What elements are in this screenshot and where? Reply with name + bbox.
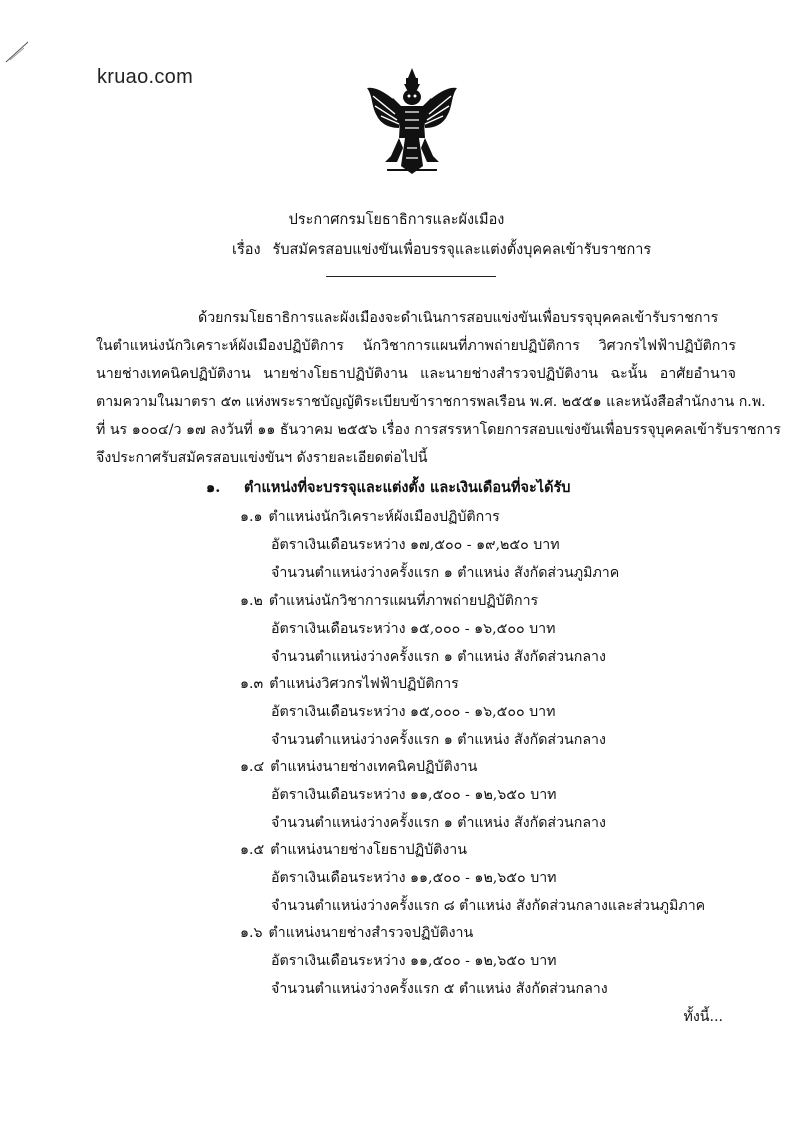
watermark-text: kruao.com (97, 66, 194, 88)
section-1-heading (206, 476, 570, 499)
position-number: ๑.๑ (240, 509, 263, 525)
position-name: ตำแหน่งวิศวกรไฟฟ้าปฏิบัติการ (269, 676, 459, 692)
position-title (240, 506, 500, 528)
section-number: ๑. (206, 479, 221, 496)
position-number: ๑.๒ (240, 593, 263, 609)
position-title (240, 839, 467, 861)
continuation-text: ทั้งนี้... (683, 1009, 723, 1025)
position-vacancy: จำนวนตำแหน่งว่างครั้งแรก ๑ ตำแหน่ง สังกัดส่วนกลาง (271, 815, 606, 831)
position-vacancy: จำนวนตำแหน่งว่างครั้งแรก ๑ ตำแหน่ง สังกัดส่วนกลาง (271, 732, 606, 748)
title-divider (326, 276, 496, 277)
position-number: ๑.๖ (240, 925, 263, 941)
intro-line: ในตำแหน่งนักวิเคราะห์ผังเมืองปฏิบัติการ นักวิชาการแผนที่ภาพถ่ายปฏิบัติการ วิศวกรไฟฟ้าปฏิบัติการ (96, 338, 736, 354)
position-vacancy: จำนวนตำแหน่งว่างครั้งแรก ๘ ตำแหน่ง สังกัดส่วนกลางและส่วนภูมิภาค (271, 898, 706, 914)
position-vacancy: จำนวนตำแหน่งว่างครั้งแรก ๕ ตำแหน่ง สังกัดส่วนกลาง (271, 981, 608, 997)
intro-paragraph (96, 304, 781, 472)
position-title (240, 922, 473, 944)
subject-label: เรื่อง (232, 242, 261, 258)
position-title (240, 590, 538, 612)
announcement-subject-line (232, 238, 651, 261)
position-salary: อัตราเงินเดือนระหว่าง ๑๗,๕๐๐ - ๑๙,๒๕๐ บาท (271, 537, 560, 553)
position-name: ตำแหน่งนายช่างสำรวจปฏิบัติงาน (268, 925, 474, 941)
position-name: ตำแหน่งนายช่างเทคนิคปฏิบัติงาน (270, 759, 478, 775)
garuda-emblem-icon (363, 66, 461, 178)
position-vacancy: จำนวนตำแหน่งว่างครั้งแรก ๑ ตำแหน่ง สังกัดส่วนภูมิภาค (271, 565, 620, 581)
position-number: ๑.๔ (240, 759, 265, 775)
intro-line: ตามความในมาตรา ๕๓ แห่งพระราชบัญญัติระเบียบข้าราชการพลเรือน พ.ศ. ๒๕๕๑ และหนังสือสำนักงาน ก.พ. (96, 394, 766, 410)
position-salary: อัตราเงินเดือนระหว่าง ๑๕,๐๐๐ - ๑๖,๕๐๐ บาท (271, 621, 556, 637)
intro-line: ที่ นร ๑๐๐๔/ว ๑๗ ลงวันที่ ๑๑ ธันวาคม ๒๕๕๖ เรื่อง การสรรหาโดยการสอบแข่งขันเพื่อบรรจุบุคคลเข้ารับราชการ (96, 422, 781, 438)
subject-text: รับสมัครสอบแข่งขันเพื่อบรรจุและแต่งตั้งบุคคลเข้ารับราชการ (272, 242, 652, 258)
announcement-title: ประกาศกรมโยธาธิการและผังเมือง (288, 212, 505, 228)
position-name: ตำแหน่งนักวิเคราะห์ผังเมืองปฏิบัติการ (268, 509, 500, 525)
intro-line: นายช่างเทคนิคปฏิบัติงาน นายช่างโยธาปฏิบัติงาน และนายช่างสำรวจปฏิบัติงาน ฉะนั้น อาศัยอำนาจ (96, 366, 736, 382)
position-vacancy: จำนวนตำแหน่งว่างครั้งแรก ๑ ตำแหน่ง สังกัดส่วนกลาง (271, 649, 606, 665)
intro-line: ด้วยกรมโยธาธิการและผังเมืองจะดำเนินการสอบแข่งขันเพื่อบรรจุบุคคลเข้ารับราชการ (198, 310, 719, 326)
position-salary: อัตราเงินเดือนระหว่าง ๑๑,๕๐๐ - ๑๒,๖๕๐ บาท (271, 787, 557, 803)
position-salary: อัตราเงินเดือนระหว่าง ๑๑,๕๐๐ - ๑๒,๖๕๐ บาท (271, 870, 557, 886)
position-salary: อัตราเงินเดือนระหว่าง ๑๑,๕๐๐ - ๑๒,๖๕๐ บาท (271, 953, 557, 969)
section-title: ตำแหน่งที่จะบรรจุและแต่งตั้ง และเงินเดือนที่จะได้รับ (244, 479, 571, 496)
position-name: ตำแหน่งนักวิชาการแผนที่ภาพถ่ายปฏิบัติการ (268, 593, 539, 609)
position-number: ๑.๓ (240, 676, 264, 692)
intro-line: จึงประกาศรับสมัครสอบแข่งขันฯ ดังรายละเอียดต่อไปนี้ (96, 450, 428, 466)
position-number: ๑.๕ (240, 842, 265, 858)
position-salary: อัตราเงินเดือนระหว่าง ๑๕,๐๐๐ - ๑๖,๕๐๐ บาท (271, 704, 556, 720)
position-title (240, 756, 477, 778)
position-title (240, 673, 459, 695)
position-name: ตำแหน่งนายช่างโยธาปฏิบัติงาน (270, 842, 467, 858)
scan-mark-icon (4, 38, 30, 64)
